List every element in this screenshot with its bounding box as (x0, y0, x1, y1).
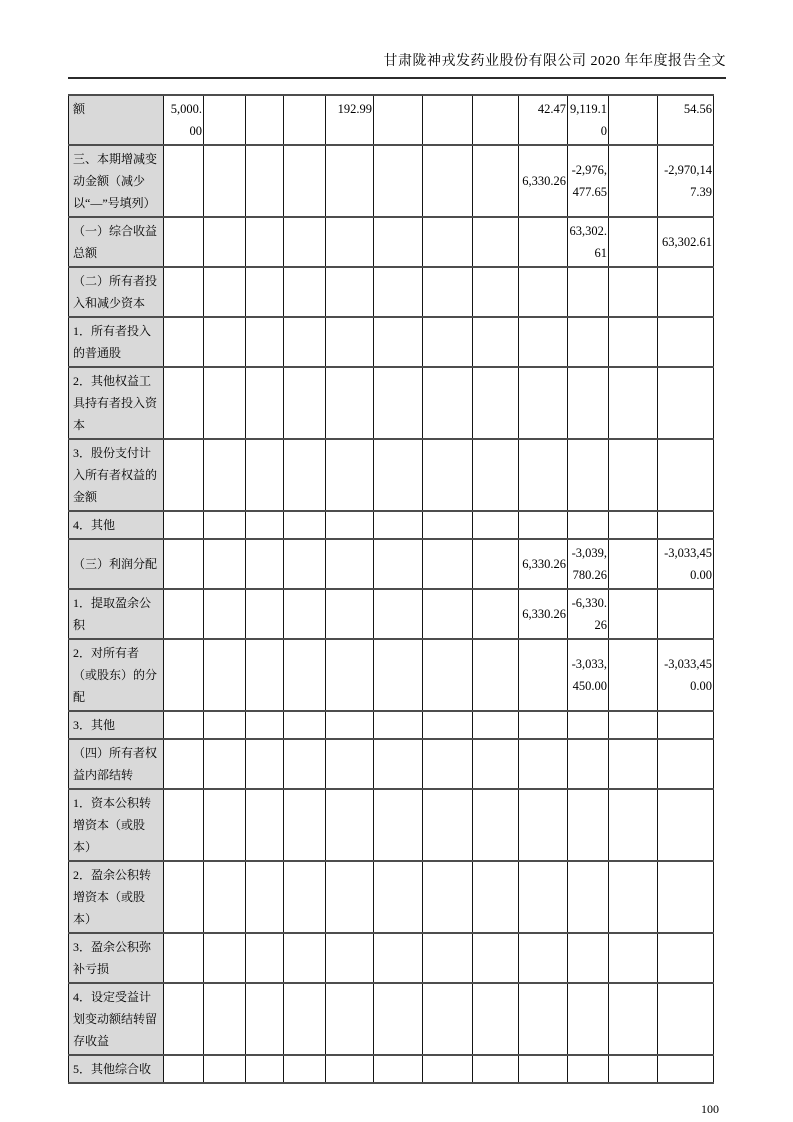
table-cell (658, 861, 714, 933)
row-label: 1．资本公积转增资本（或股本） (69, 789, 164, 861)
table-cell (326, 539, 374, 589)
table-cell (246, 539, 284, 589)
table-cell (284, 511, 326, 539)
table-cell (473, 539, 519, 589)
table-cell (519, 367, 568, 439)
table-cell (326, 511, 374, 539)
table-cell (423, 1055, 473, 1083)
table-cell (609, 367, 658, 439)
row-label: 4．其他 (69, 511, 164, 539)
table-cell (326, 739, 374, 789)
table-cell (284, 711, 326, 739)
table-cell (164, 589, 204, 639)
table-cell (473, 439, 519, 511)
table-cell: 6,330.26 (519, 589, 568, 639)
table-cell (473, 217, 519, 267)
table-cell (284, 933, 326, 983)
row-label: （四）所有者权益内部结转 (69, 739, 164, 789)
table-cell (164, 639, 204, 711)
table-cell (284, 861, 326, 933)
table-cell (609, 861, 658, 933)
table-row (69, 145, 714, 217)
table-row (69, 511, 714, 539)
table-cell (204, 267, 246, 317)
table-cell (609, 983, 658, 1055)
table-cell (568, 861, 609, 933)
table-cell (326, 217, 374, 267)
table-cell (284, 367, 326, 439)
table-row (69, 439, 714, 511)
table-cell (609, 739, 658, 789)
table-cell: -3,033,450.00 (658, 539, 714, 589)
table-cell (473, 789, 519, 861)
table-cell (374, 539, 423, 589)
row-label: 3．盈余公积弥补亏损 (69, 933, 164, 983)
table-cell (164, 217, 204, 267)
table-cell (246, 711, 284, 739)
table-cell (246, 317, 284, 367)
row-label: 2．其他权益工具持有者投入资本 (69, 367, 164, 439)
table-cell (473, 861, 519, 933)
table-cell (374, 439, 423, 511)
table-cell (609, 539, 658, 589)
table-cell (326, 367, 374, 439)
table-cell: 42.47 (519, 95, 568, 145)
table-cell (374, 317, 423, 367)
table-cell (374, 1055, 423, 1083)
table-cell: 9,119.10 (568, 95, 609, 145)
row-label: 2．盈余公积转增资本（或股本） (69, 861, 164, 933)
table-row (69, 711, 714, 739)
table-cell (568, 317, 609, 367)
table-row (69, 983, 714, 1055)
table-cell (519, 217, 568, 267)
table-row (69, 95, 714, 145)
table-cell (568, 711, 609, 739)
table-cell (473, 511, 519, 539)
equity-table-body (69, 95, 714, 1083)
table-cell (374, 589, 423, 639)
table-cell (284, 267, 326, 317)
table-cell (423, 589, 473, 639)
table-cell (658, 317, 714, 367)
table-cell (284, 217, 326, 267)
table-cell (609, 317, 658, 367)
table-row (69, 1055, 714, 1083)
table-cell (423, 539, 473, 589)
table-cell: 6,330.26 (519, 145, 568, 217)
table-cell (658, 933, 714, 983)
table-cell (423, 317, 473, 367)
table-cell (519, 983, 568, 1055)
table-cell (658, 511, 714, 539)
table-cell (568, 439, 609, 511)
row-label: 3．其他 (69, 711, 164, 739)
row-label: 5．其他综合收 (69, 1055, 164, 1083)
table-cell (609, 439, 658, 511)
table-cell (519, 739, 568, 789)
table-cell (374, 145, 423, 217)
table-cell (204, 145, 246, 217)
table-cell (284, 739, 326, 789)
table-cell (164, 789, 204, 861)
table-cell (284, 539, 326, 589)
table-cell (423, 95, 473, 145)
table-cell (246, 217, 284, 267)
table-cell (326, 983, 374, 1055)
table-cell (284, 589, 326, 639)
table-cell (326, 639, 374, 711)
table-row (69, 539, 714, 589)
table-cell (374, 789, 423, 861)
table-cell (326, 145, 374, 217)
row-label: 额 (69, 95, 164, 145)
table-cell (519, 439, 568, 511)
table-cell (568, 933, 609, 983)
table-cell (568, 789, 609, 861)
table-cell (164, 511, 204, 539)
table-cell (284, 789, 326, 861)
table-cell (326, 317, 374, 367)
table-cell: 5,000.00 (164, 95, 204, 145)
table-cell (658, 789, 714, 861)
table-row (69, 217, 714, 267)
table-cell (519, 511, 568, 539)
table-cell: -2,970,147.39 (658, 145, 714, 217)
table-cell (164, 983, 204, 1055)
table-cell (568, 739, 609, 789)
report-header-title: 甘肃陇神戎发药业股份有限公司 2020 年年度报告全文 (68, 53, 726, 79)
table-cell: -2,976,477.65 (568, 145, 609, 217)
table-cell (326, 933, 374, 983)
table-cell (609, 217, 658, 267)
table-cell (658, 267, 714, 317)
table-cell (246, 439, 284, 511)
table-cell (568, 983, 609, 1055)
table-cell (568, 367, 609, 439)
table-cell (473, 589, 519, 639)
table-cell: 63,302.61 (658, 217, 714, 267)
row-label: 3．股份支付计入所有者权益的金额 (69, 439, 164, 511)
row-label: （一）综合收益总额 (69, 217, 164, 267)
table-cell (284, 145, 326, 217)
table-cell (204, 933, 246, 983)
table-row (69, 739, 714, 789)
table-row (69, 861, 714, 933)
table-cell: 54.56 (658, 95, 714, 145)
table-cell (423, 861, 473, 933)
table-cell (164, 439, 204, 511)
table-cell (473, 267, 519, 317)
row-label: （三）利润分配 (69, 539, 164, 589)
table-cell (284, 95, 326, 145)
table-row (69, 317, 714, 367)
row-label: 2．对所有者（或股东）的分配 (69, 639, 164, 711)
table-cell (658, 367, 714, 439)
table-cell (473, 639, 519, 711)
table-cell: -3,033,450.00 (568, 639, 609, 711)
table-cell (164, 145, 204, 217)
equity-change-table (68, 94, 714, 1084)
table-cell (164, 317, 204, 367)
table-cell (423, 217, 473, 267)
table-cell (423, 439, 473, 511)
table-cell (284, 1055, 326, 1083)
table-cell (374, 933, 423, 983)
row-label: 1．提取盈余公积 (69, 589, 164, 639)
table-cell (204, 1055, 246, 1083)
table-cell (246, 589, 284, 639)
table-cell (423, 639, 473, 711)
table-cell (326, 439, 374, 511)
table-cell (658, 439, 714, 511)
table-cell (473, 317, 519, 367)
table-cell (246, 145, 284, 217)
table-cell (374, 739, 423, 789)
table-cell (423, 267, 473, 317)
table-cell (423, 933, 473, 983)
table-cell (609, 933, 658, 983)
table-cell (568, 511, 609, 539)
table-cell (374, 861, 423, 933)
table-cell (374, 639, 423, 711)
table-cell (519, 267, 568, 317)
table-cell (519, 861, 568, 933)
table-cell (519, 1055, 568, 1083)
table-cell (609, 267, 658, 317)
table-row (69, 367, 714, 439)
table-cell (204, 317, 246, 367)
table-cell (609, 1055, 658, 1083)
table-cell (473, 95, 519, 145)
table-cell (246, 861, 284, 933)
table-cell (374, 711, 423, 739)
table-cell (473, 711, 519, 739)
table-cell (519, 639, 568, 711)
table-cell (164, 861, 204, 933)
table-cell (658, 589, 714, 639)
table-cell (423, 711, 473, 739)
table-cell (423, 367, 473, 439)
table-row (69, 639, 714, 711)
table-cell (658, 711, 714, 739)
table-cell (284, 439, 326, 511)
table-cell: -3,033,450.00 (658, 639, 714, 711)
table-cell (374, 217, 423, 267)
table-cell: 6,330.26 (519, 539, 568, 589)
table-cell (374, 367, 423, 439)
table-cell (609, 639, 658, 711)
table-cell (374, 95, 423, 145)
table-cell (204, 217, 246, 267)
table-cell (519, 711, 568, 739)
table-cell (326, 861, 374, 933)
row-label: 4．设定受益计划变动额结转留存收益 (69, 983, 164, 1055)
page-number: 100 (701, 1102, 719, 1116)
table-cell (609, 145, 658, 217)
table-cell (246, 1055, 284, 1083)
table-cell (246, 639, 284, 711)
table-cell (473, 933, 519, 983)
table-cell (609, 789, 658, 861)
table-cell (204, 639, 246, 711)
table-cell (204, 367, 246, 439)
table-cell (519, 789, 568, 861)
table-cell (423, 145, 473, 217)
table-cell (374, 511, 423, 539)
table-cell (204, 983, 246, 1055)
table-cell (246, 933, 284, 983)
table-cell (519, 317, 568, 367)
table-cell (519, 933, 568, 983)
table-row (69, 267, 714, 317)
table-cell: 63,302.61 (568, 217, 609, 267)
row-label: 三、本期增减变动金额（减少以“—”号填列） (69, 145, 164, 217)
table-cell (326, 789, 374, 861)
table-cell (246, 511, 284, 539)
table-cell (473, 367, 519, 439)
table-cell (204, 589, 246, 639)
table-cell (284, 317, 326, 367)
table-cell (246, 367, 284, 439)
table-cell (326, 711, 374, 739)
table-row (69, 789, 714, 861)
table-cell (568, 1055, 609, 1083)
table-cell (284, 639, 326, 711)
table-cell (204, 861, 246, 933)
table-cell (204, 95, 246, 145)
table-cell (374, 267, 423, 317)
table-cell (164, 539, 204, 589)
table-cell (164, 267, 204, 317)
table-cell (246, 739, 284, 789)
table-cell (204, 511, 246, 539)
table-cell (204, 739, 246, 789)
table-cell (423, 739, 473, 789)
table-cell (246, 267, 284, 317)
table-cell (609, 95, 658, 145)
table-row (69, 589, 714, 639)
table-cell (164, 739, 204, 789)
table-cell (164, 367, 204, 439)
table-cell (423, 511, 473, 539)
table-cell (374, 983, 423, 1055)
row-label: 1．所有者投入的普通股 (69, 317, 164, 367)
table-cell (423, 789, 473, 861)
table-cell (423, 983, 473, 1055)
table-row (69, 933, 714, 983)
table-cell: -6,330.26 (568, 589, 609, 639)
row-label: （二）所有者投入和减少资本 (69, 267, 164, 317)
table-cell (164, 933, 204, 983)
table-cell (204, 789, 246, 861)
table-cell (326, 1055, 374, 1083)
table-cell (473, 1055, 519, 1083)
table-cell (164, 1055, 204, 1083)
table-cell (609, 711, 658, 739)
table-cell (658, 983, 714, 1055)
table-cell (326, 267, 374, 317)
table-cell (473, 739, 519, 789)
table-cell (609, 589, 658, 639)
table-cell (658, 739, 714, 789)
table-cell (204, 539, 246, 589)
table-cell (658, 1055, 714, 1083)
table-cell (204, 439, 246, 511)
table-cell (473, 983, 519, 1055)
table-cell: -3,039,780.26 (568, 539, 609, 589)
table-cell (473, 145, 519, 217)
table-cell (164, 711, 204, 739)
table-cell (568, 267, 609, 317)
table-cell (609, 511, 658, 539)
table-cell (246, 983, 284, 1055)
table-cell (246, 789, 284, 861)
table-cell (246, 95, 284, 145)
table-cell: 192.99 (326, 95, 374, 145)
table-cell (284, 983, 326, 1055)
table-cell (326, 589, 374, 639)
table-cell (204, 711, 246, 739)
